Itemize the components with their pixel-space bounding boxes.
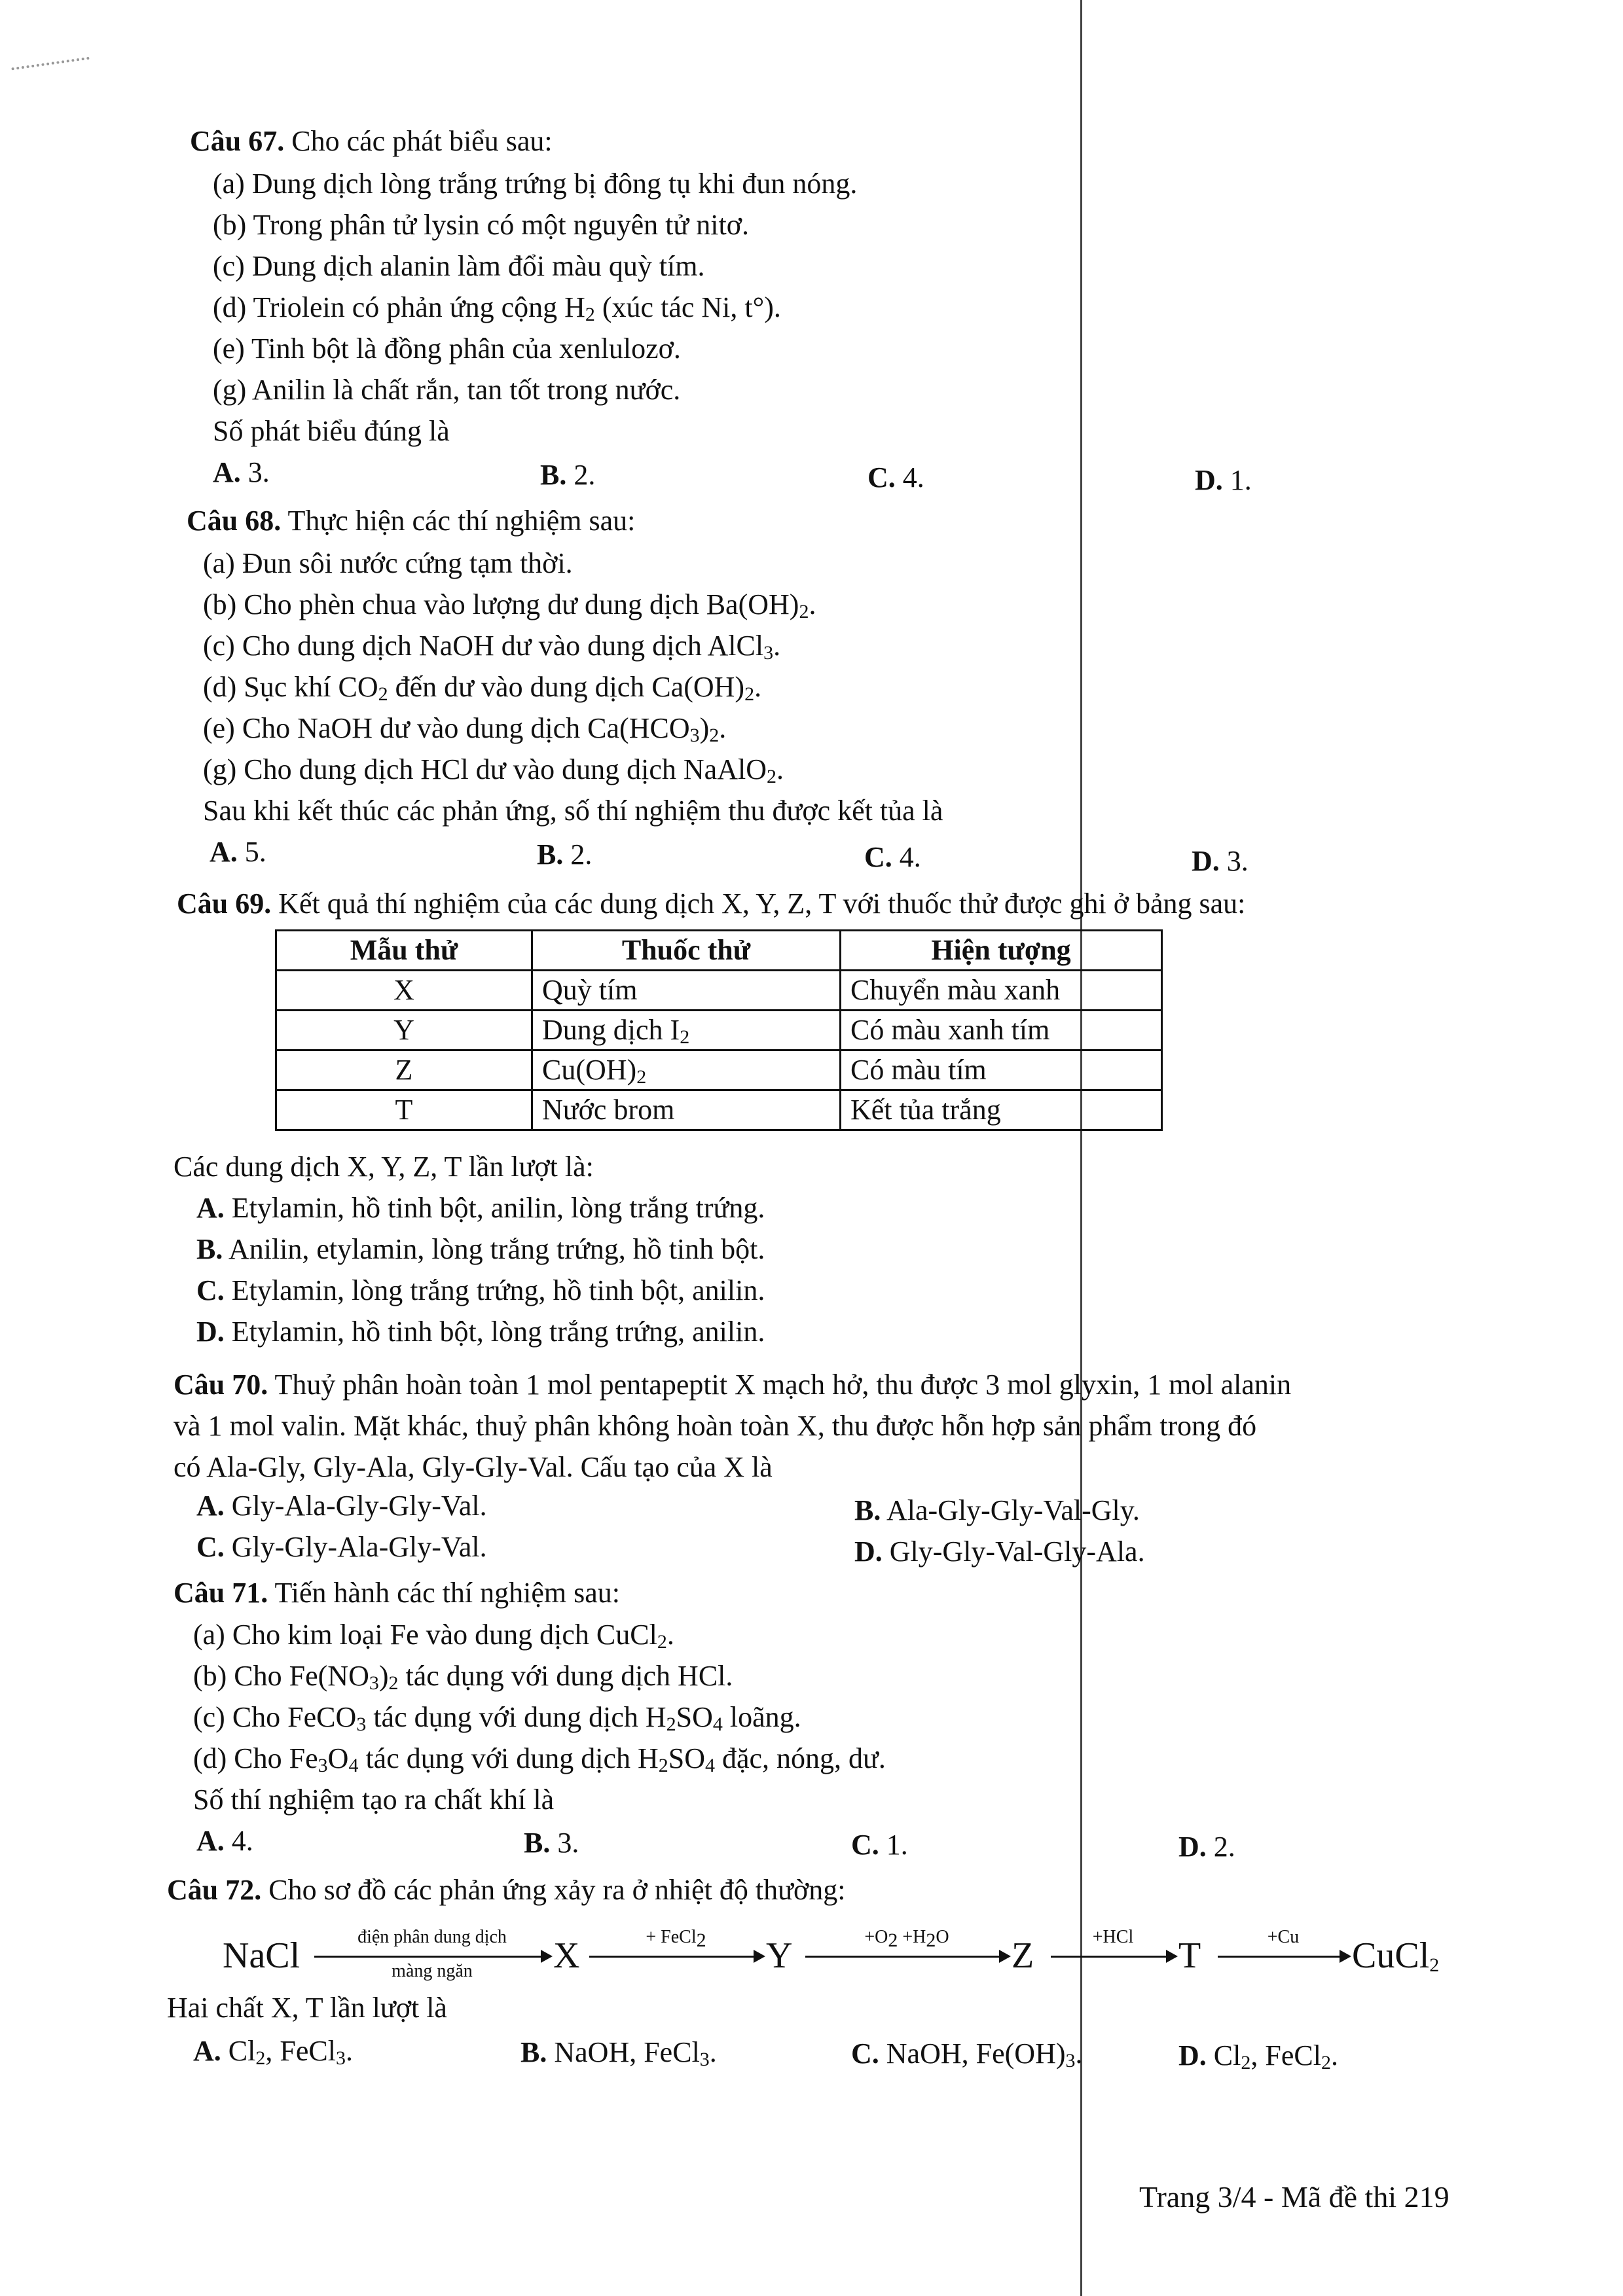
arrow-electrolysis-bottom-label: màng ngăn bbox=[392, 1961, 473, 1981]
species-nacl: NaCl bbox=[223, 1935, 301, 1976]
q68-option-d-text: 3. bbox=[1226, 845, 1249, 877]
q69-option-b-text: Anilin, etylamin, lòng trắng trứng, hồ tinh bột. bbox=[228, 1233, 765, 1265]
table-cell-reagent: Quỳ tím bbox=[532, 971, 841, 1011]
q72-stem: Cho sơ đồ các phản ứng xảy ra ở nhiệt độ thường: bbox=[268, 1874, 846, 1906]
q68-option-a-text: 5. bbox=[244, 836, 266, 868]
q69-option-b[interactable] bbox=[196, 1232, 765, 1266]
q72-option-b-text: NaOH, FeCl$_3$. bbox=[554, 2036, 717, 2070]
q67-option-d-text: 1. bbox=[1230, 464, 1252, 496]
q72-option-c[interactable] bbox=[851, 2037, 1083, 2071]
q71-number: Câu 71. bbox=[173, 1577, 268, 1609]
q71-option-c-text: 1. bbox=[886, 1829, 908, 1861]
q70-option-b-text: Ala-Gly-Gly-Val-Gly. bbox=[886, 1494, 1140, 1526]
table-header-reagent: Thuốc thử bbox=[532, 931, 841, 971]
arrow-fecl2-label: + FeCl$_2$ bbox=[646, 1927, 706, 1951]
q68-option-d[interactable] bbox=[1192, 844, 1249, 878]
q70-stem-line-2: và 1 mol valin. Mặt khác, thuỷ phân không hoàn toàn X, thu được hỗn hợp sản phẩm trong đó bbox=[173, 1410, 1257, 1442]
q69-title bbox=[177, 887, 1245, 921]
q68-item-a: (a) Đun sôi nước cứng tạm thời. bbox=[203, 547, 573, 579]
q67-option-b[interactable] bbox=[540, 458, 595, 492]
q69-option-d[interactable] bbox=[196, 1315, 765, 1349]
q71-option-b-text: 3. bbox=[557, 1827, 579, 1859]
q72-ask: Hai chất X, T lần lượt là bbox=[167, 1992, 447, 2024]
table-cell-sample: Z bbox=[276, 1050, 532, 1090]
q71-title bbox=[173, 1576, 620, 1610]
q72-option-c-letter: C. bbox=[851, 2037, 879, 2070]
q69-option-c-text: Etylamin, lòng trắng trứng, hồ tinh bột, anilin. bbox=[231, 1274, 765, 1306]
q69-option-d-letter: D. bbox=[196, 1316, 225, 1348]
q72-option-b[interactable] bbox=[520, 2036, 717, 2070]
q71-stem: Tiến hành các thí nghiệm sau: bbox=[274, 1577, 620, 1609]
q68-option-c-text: 4. bbox=[899, 841, 921, 873]
q72-number: Câu 72. bbox=[167, 1874, 262, 1906]
species-cucl2: CuCl$_2$ bbox=[1352, 1935, 1440, 1976]
q69-option-c[interactable] bbox=[196, 1274, 765, 1308]
q72-option-a-letter: A. bbox=[193, 2035, 221, 2067]
q68-option-c[interactable] bbox=[864, 840, 921, 874]
table-cell-sample: T bbox=[276, 1090, 532, 1130]
q71-option-a-text: 4. bbox=[231, 1825, 253, 1857]
table-header-result: Hiện tượng bbox=[841, 931, 1162, 971]
q70-option-c-letter: C. bbox=[196, 1531, 225, 1563]
q72-option-a-text: $Cl_2$, FeCl$_3$. bbox=[228, 2035, 353, 2069]
table-row bbox=[276, 1090, 1162, 1130]
q70-option-c-text: Gly-Gly-Ala-Gly-Val. bbox=[231, 1531, 487, 1563]
q71-item-a: (a) Cho kim loại Fe vào dung dịch CuCl$_2$. bbox=[193, 1619, 674, 1653]
q69-number: Câu 69. bbox=[177, 888, 272, 920]
q67-item-g: (g) Anilin là chất rắn, tan tốt trong nước. bbox=[213, 374, 681, 406]
q69-option-c-letter: C. bbox=[196, 1274, 225, 1306]
q69-stem: Kết quả thí nghiệm của các dung dịch X, Y, Z, T với thuốc thử được ghi ở bảng sau: bbox=[278, 888, 1246, 920]
table-header-sample: Mẫu thử bbox=[276, 931, 532, 971]
q72-option-d-letter: D. bbox=[1178, 2039, 1207, 2072]
q68-number: Câu 68. bbox=[187, 505, 282, 537]
table-cell-reagent: Dung dịch $I_2$ bbox=[532, 1011, 841, 1050]
q69-option-d-text: Etylamin, hồ tinh bột, lòng trắng trứng, anilin. bbox=[231, 1316, 765, 1348]
q71-option-b-letter: B. bbox=[524, 1827, 551, 1859]
q71-item-d: (d) Cho $Fe_3O_4$ tác dụng với dung dịch $H_2SO_4$ đặc, nóng, dư. bbox=[193, 1742, 886, 1776]
page-footer: Trang 3/4 - Mã đề thi 219 bbox=[1139, 2180, 1450, 2214]
q67-item-c: (c) Dung dịch alanin làm đổi màu quỳ tím. bbox=[213, 250, 705, 282]
q68-option-b-letter: B. bbox=[537, 838, 564, 870]
q67-ask: Số phát biểu đúng là bbox=[213, 415, 450, 447]
q67-stem: Cho các phát biểu sau: bbox=[291, 125, 553, 157]
arrow-o2-h2o-label: $+O_2 +H_2O$ bbox=[864, 1927, 949, 1951]
table-cell-result: Có màu xanh tím bbox=[841, 1011, 1162, 1050]
table-cell-sample: Y bbox=[276, 1011, 532, 1050]
table-cell-sample: X bbox=[276, 971, 532, 1011]
q68-option-a-letter: A. bbox=[210, 836, 238, 868]
q68-item-e: (e) Cho NaOH dư vào dung dịch $Ca(HCO_3)_2$. bbox=[203, 712, 727, 746]
arrow-o2-h2o bbox=[805, 1956, 1008, 1958]
q70-option-b-letter: B. bbox=[854, 1494, 881, 1526]
q71-option-d-text: 2. bbox=[1213, 1831, 1235, 1863]
q72-title bbox=[167, 1873, 845, 1907]
q68-stem: Thực hiện các thí nghiệm sau: bbox=[287, 505, 636, 537]
q67-option-a-text: 3. bbox=[247, 456, 270, 488]
table-cell-reagent: $Cu(OH)_2$ bbox=[532, 1050, 841, 1090]
table-row bbox=[276, 1050, 1162, 1090]
q68-ask: Sau khi kết thúc các phản ứng, số thí nghiệm thu được kết tủa là bbox=[203, 795, 943, 827]
q71-ask: Số thí nghiệm tạo ra chất khí là bbox=[193, 1784, 555, 1816]
q67-option-a-letter: A. bbox=[213, 456, 241, 488]
q70-option-c[interactable] bbox=[196, 1530, 487, 1564]
table-cell-reagent: Nước brom bbox=[532, 1090, 841, 1130]
q72-option-b-letter: B. bbox=[520, 2036, 547, 2068]
reaction-scheme bbox=[223, 1911, 1467, 1990]
q69-option-a[interactable] bbox=[196, 1191, 765, 1225]
q71-option-a[interactable] bbox=[196, 1824, 253, 1858]
q72-option-a[interactable] bbox=[193, 2034, 353, 2068]
q71-option-c[interactable] bbox=[851, 1828, 908, 1862]
q71-option-a-letter: A. bbox=[196, 1825, 225, 1857]
q67-item-b: (b) Trong phân tử lysin có một nguyên tử nitơ. bbox=[213, 209, 749, 241]
q67-item-a: (a) Dung dịch lòng trắng trứng bị đông tụ khi đun nóng. bbox=[213, 168, 858, 200]
q71-option-d-letter: D. bbox=[1178, 1831, 1207, 1863]
q68-option-c-letter: C. bbox=[864, 841, 892, 873]
species-y: Y bbox=[766, 1935, 793, 1976]
arrow-electrolysis-top-label: điện phân dung dịch bbox=[357, 1927, 507, 1947]
q69-option-b-letter: B. bbox=[196, 1233, 223, 1265]
q72-option-d[interactable] bbox=[1178, 2039, 1338, 2073]
q69-reagent-table bbox=[275, 929, 1163, 1131]
table-cell-result: Có màu tím bbox=[841, 1050, 1162, 1090]
q70-number: Câu 70. bbox=[173, 1369, 268, 1401]
q67-option-a[interactable] bbox=[213, 456, 270, 490]
arrow-hcl-label: +HCl bbox=[1092, 1927, 1134, 1947]
q70-option-a-text: Gly-Ala-Gly-Gly-Val. bbox=[231, 1490, 487, 1522]
q67-option-c-letter: C. bbox=[867, 461, 896, 493]
arrow-hcl bbox=[1051, 1956, 1175, 1958]
q70-option-a[interactable] bbox=[196, 1489, 487, 1523]
table-cell-result: Kết tủa trắng bbox=[841, 1090, 1162, 1130]
arrow-cu-label: +Cu bbox=[1267, 1927, 1300, 1947]
q67-option-d-letter: D. bbox=[1195, 464, 1223, 496]
arrow-fecl2 bbox=[589, 1956, 763, 1958]
table-row bbox=[276, 1011, 1162, 1050]
q67-option-c[interactable] bbox=[867, 461, 924, 495]
q67-number: Câu 67. bbox=[190, 125, 285, 157]
q68-title bbox=[187, 504, 635, 538]
q68-option-a[interactable] bbox=[210, 835, 266, 869]
q72-option-c-text: NaOH, $Fe(OH)_3$. bbox=[886, 2037, 1083, 2072]
q67-item-e: (e) Tinh bột là đồng phân của xenlulozơ. bbox=[213, 332, 681, 365]
q70-option-d[interactable] bbox=[854, 1535, 1145, 1569]
species-t: T bbox=[1178, 1935, 1201, 1976]
q71-option-c-letter: C. bbox=[851, 1829, 879, 1861]
scan-mark bbox=[11, 57, 90, 80]
q72-option-d-text: $Cl_2$, FeCl$_2$. bbox=[1213, 2039, 1338, 2073]
q67-option-b-letter: B. bbox=[540, 459, 567, 491]
species-z: Z bbox=[1012, 1935, 1034, 1976]
q70-stem-line-1: Thuỷ phân hoàn toàn 1 mol pentapeptit X mạch hở, thu được 3 mol glyxin, 1 mol alanin bbox=[274, 1369, 1292, 1401]
q70-title bbox=[173, 1368, 1291, 1402]
q70-option-a-letter: A. bbox=[196, 1490, 225, 1522]
q68-option-b-text: 2. bbox=[570, 838, 593, 870]
q71-item-c: (c) Cho FeCO$_3$ tác dụng với dung dịch $H_2SO_4$ loãng. bbox=[193, 1701, 801, 1735]
q70-option-d-text: Gly-Gly-Val-Gly-Ala. bbox=[889, 1535, 1145, 1568]
arrow-electrolysis bbox=[314, 1956, 550, 1958]
q70-option-d-letter: D. bbox=[854, 1535, 883, 1568]
q70-stem-line-3: có Ala-Gly, Gly-Ala, Gly-Gly-Val. Cấu tạo của X là bbox=[173, 1451, 773, 1483]
q67-option-c-text: 4. bbox=[902, 461, 924, 493]
q69-option-a-text: Etylamin, hồ tinh bột, anilin, lòng trắng trứng. bbox=[231, 1192, 765, 1224]
table-header-row bbox=[276, 931, 1162, 971]
q67-item-d: (d) Triolein có phản ứng cộng $H_2$ (xúc tác Ni, t°). bbox=[213, 291, 781, 325]
table-cell-result: Chuyển màu xanh bbox=[841, 971, 1162, 1011]
q68-item-b: (b) Cho phèn chua vào lượng dư dung dịch $Ba(OH)_2$. bbox=[203, 588, 816, 622]
q67-option-b-text: 2. bbox=[574, 459, 596, 491]
table-row bbox=[276, 971, 1162, 1011]
q70-option-b[interactable] bbox=[854, 1494, 1140, 1528]
q69-ask: Các dung dịch X, Y, Z, T lần lượt là: bbox=[173, 1151, 594, 1183]
q68-item-c: (c) Cho dung dịch NaOH dư vào dung dịch AlCl$_3$. bbox=[203, 630, 781, 664]
q69-option-a-letter: A. bbox=[196, 1192, 225, 1224]
q67-option-d[interactable] bbox=[1195, 463, 1252, 497]
species-x: X bbox=[553, 1935, 580, 1976]
q68-item-g: (g) Cho dung dịch HCl dư vào dung dịch NaAlO$_2$. bbox=[203, 753, 784, 787]
q71-option-b[interactable] bbox=[524, 1826, 579, 1860]
q71-option-d[interactable] bbox=[1178, 1830, 1235, 1864]
q71-item-b: (b) Cho $Fe(NO_3)_2$ tác dụng với dung dịch HCl. bbox=[193, 1660, 733, 1694]
q67-title bbox=[190, 124, 553, 158]
q68-option-d-letter: D. bbox=[1192, 845, 1220, 877]
q68-option-b[interactable] bbox=[537, 838, 592, 872]
arrow-cu bbox=[1218, 1956, 1349, 1958]
q68-item-d: (d) Sục khí $CO_2$ đến dư vào dung dịch $Ca(OH)_2$. bbox=[203, 671, 762, 705]
